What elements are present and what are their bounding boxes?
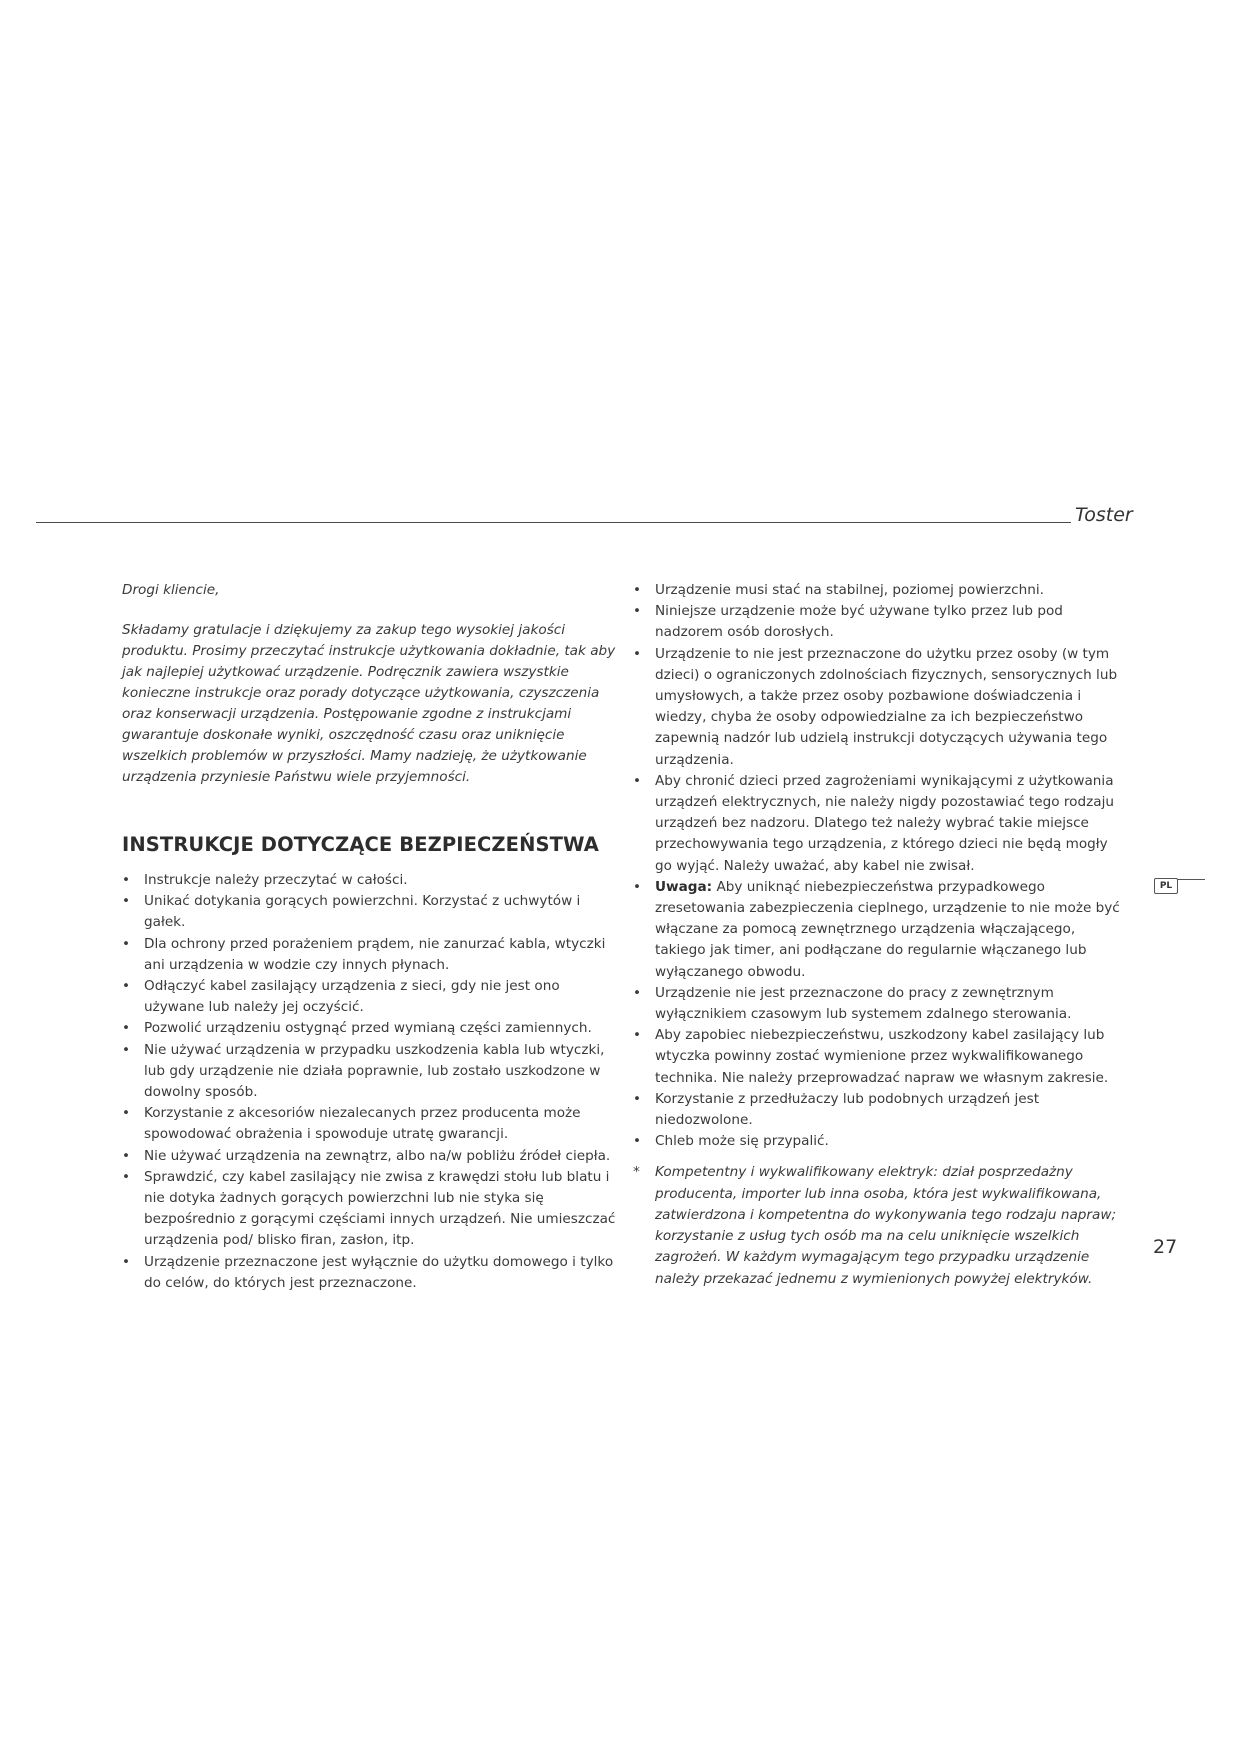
bullet-icon: • bbox=[633, 603, 642, 620]
bullet-icon: • bbox=[122, 1020, 131, 1037]
list-item: • Urządzenie musi stać na stabilnej, poziomej powierzchni. bbox=[633, 580, 1128, 601]
left-column bbox=[122, 580, 622, 1294]
intro-paragraph: Składamy gratulacje i dziękujemy za zakup tego wysokiej jakości produktu. Prosimy przeczytać instrukcje użytkowania dokładnie, tak aby jak najlepiej użytkować urządzenie. Podręcznik zawiera wszystkie konieczne instrukcje oraz porady dotyczące użytkowania, czyszczenia oraz konserwacji urządzenia. Postępowanie zgodne z instrukcjami gwarantuje doskonałe wyniki, oszczędność czasu oraz uniknięcie wszelkich problemów w przyszłości. Mamy nadzieję, że użytkowanie urządzenia przyniesie Państwu wiele przyjemności. bbox=[122, 622, 616, 785]
list-item: • Korzystanie z akcesoriów niezalecanych przez producenta może spowodować obrażenia i spowoduje utratę gwarancji. bbox=[122, 1105, 581, 1143]
bullet-icon: • bbox=[122, 893, 131, 910]
list-item: • Nie używać urządzenia na zewnątrz, albo na/w pobliżu źródeł ciepła. bbox=[122, 1146, 622, 1167]
safety-list-left bbox=[122, 870, 622, 1294]
list-item: • Dla ochrony przed porażeniem prądem, nie zanurzać kabla, wtyczki ani urządzenia w wodzie czy innych płynach. bbox=[122, 935, 606, 973]
bullet-icon: • bbox=[633, 878, 642, 895]
bullet-icon: • bbox=[122, 1147, 131, 1164]
safety-heading: INSTRUKCJE DOTYCZĄCE BEZPIECZEŃSTWA bbox=[122, 833, 599, 856]
document-title: Toster bbox=[1075, 504, 1133, 526]
list-item: • Chleb może się przypalić. bbox=[633, 1131, 1128, 1152]
bullet-icon: • bbox=[122, 1105, 131, 1122]
bullet-icon: • bbox=[122, 978, 131, 995]
language-tab-rule bbox=[1177, 879, 1205, 880]
list-item: • Niniejsze urządzenie może być używane tylko przez lub pod nadzorem osób dorosłych. bbox=[633, 603, 1063, 641]
warning-item bbox=[633, 877, 1128, 983]
page-number: 27 bbox=[1153, 1236, 1178, 1258]
bullet-icon: • bbox=[633, 1133, 642, 1150]
bullet-icon: • bbox=[122, 1041, 131, 1058]
right-column bbox=[633, 580, 1128, 1290]
list-item: • Odłączyć kabel zasilający urządzenia z sieci, gdy nie jest ono używane lub należy jej oczyścić. bbox=[122, 978, 560, 1016]
list-item: • Urządzenie przeznaczone jest wyłącznie do użytku domowego i tylko do celów, do których jest przeznaczone. bbox=[122, 1253, 614, 1291]
bullet-icon: • bbox=[122, 1168, 131, 1185]
footnote-text: Kompetentny i wykwalifikowany elektryk: dział posprzedażny producenta, importer lub inna osoba, która jest wykwalifikowana, zatwierdzona i kompetentna do wykonywania tego rodzaju napraw; korzystanie z usług tych osób ma na celu uniknięcie wszelkich zagrożeń. W każdym wymagającym tego przypadku urządzenie należy przekazać jednemu z wymienionych powyżej elektryków. bbox=[655, 1164, 1117, 1287]
safety-list-right bbox=[633, 580, 1128, 1152]
list-item: • Urządzenie to nie jest przeznaczone do użytku przez osoby (w tym dzieci) o ograniczonych zdolnościach fizycznych, sensorycznych lub umysłowych, a także przez osoby pozbawione doświadczenia i wiedzy, chyba że osoby odpowiedzialne za ich bezpieczeństwo zapewnią nadzór lub udzielą instrukcji dotyczących używania tego urządzenia. bbox=[633, 645, 1118, 768]
bullet-icon: • bbox=[633, 984, 642, 1001]
warning-text: Aby uniknąć niebezpieczeństwa przypadkowego zresetowania zabezpieczenia cieplnego, urządzenie to nie może być włączane za pomocą zewnętrznego urządzenia włączającego, takiego jak timer, ani podłączane do regularnie włączanego lub wyłączanego obwodu. bbox=[655, 878, 1120, 980]
list-item: • Nie używać urządzenia w przypadku uszkodzenia kabla lub wtyczki, lub gdy urządzenie nie działa poprawnie, lub zostało uszkodzone w dowolny sposób. bbox=[122, 1041, 605, 1101]
bullet-icon: • bbox=[633, 1090, 642, 1107]
list-item: • Unikać dotykania gorących powierzchni. Korzystać z uchwytów i gałek. bbox=[122, 893, 581, 931]
bullet-icon: • bbox=[633, 772, 642, 789]
bullet-icon: • bbox=[633, 645, 642, 662]
bullet-icon: • bbox=[633, 1027, 642, 1044]
bullet-icon: • bbox=[122, 1253, 131, 1270]
list-item: • Instrukcje należy przeczytać w całości. bbox=[122, 870, 622, 891]
bullet-icon: • bbox=[122, 872, 131, 888]
list-item: • Aby chronić dzieci przed zagrożeniami wynikającymi z użytkowania urządzeń elektrycznych, nie należy nigdy pozostawiać tego rodzaju urządzeń bez nadzoru. Dlatego też należy wybrać takie miejsce przechowywania tego urządzenia, z którego dzieci nie będą mogły go wyjąć. Należy uważać, aby kabel nie zwisał. bbox=[633, 772, 1114, 874]
language-tab: PL bbox=[1154, 878, 1178, 894]
intro-block bbox=[122, 580, 622, 788]
list-item: • Korzystanie z przedłużaczy lub podobnych urządzeń jest niedozwolone. bbox=[633, 1090, 1040, 1129]
list-item: • Urządzenie nie jest przeznaczone do pracy z zewnętrznym wyłącznikiem czasowym lub systemem zdalnego sterowania. bbox=[633, 984, 1072, 1023]
list-item: • Aby zapobiec niebezpieczeństwu, uszkodzony kabel zasilający lub wtyczka powinny zostać wymienione przez wykwalifikowanego technika. Nie należy przeprowadzać napraw we własnym zakresie. bbox=[633, 1027, 1109, 1086]
footnote bbox=[633, 1162, 1128, 1289]
warning-label: Uwaga: bbox=[655, 878, 713, 895]
bullet-icon: • bbox=[633, 582, 642, 598]
footnote-marker: * bbox=[633, 1164, 640, 1181]
greeting: Drogi kliencie, bbox=[122, 582, 220, 598]
header-rule bbox=[36, 522, 1071, 523]
bullet-icon: • bbox=[122, 935, 131, 952]
list-item: • Sprawdzić, czy kabel zasilający nie zwisa z krawędzi stołu lub blatu i nie dotyka żadnych gorących powierzchni lub nie styka się bezpośrednio z gorącymi częściami innych urządzeń. Nie umieszczać urządzenia pod/ blisko firan, zasłon, itp. bbox=[122, 1168, 616, 1249]
list-item: • Pozwolić urządzeniu ostygnąć przed wymianą części zamiennych. bbox=[122, 1018, 622, 1039]
